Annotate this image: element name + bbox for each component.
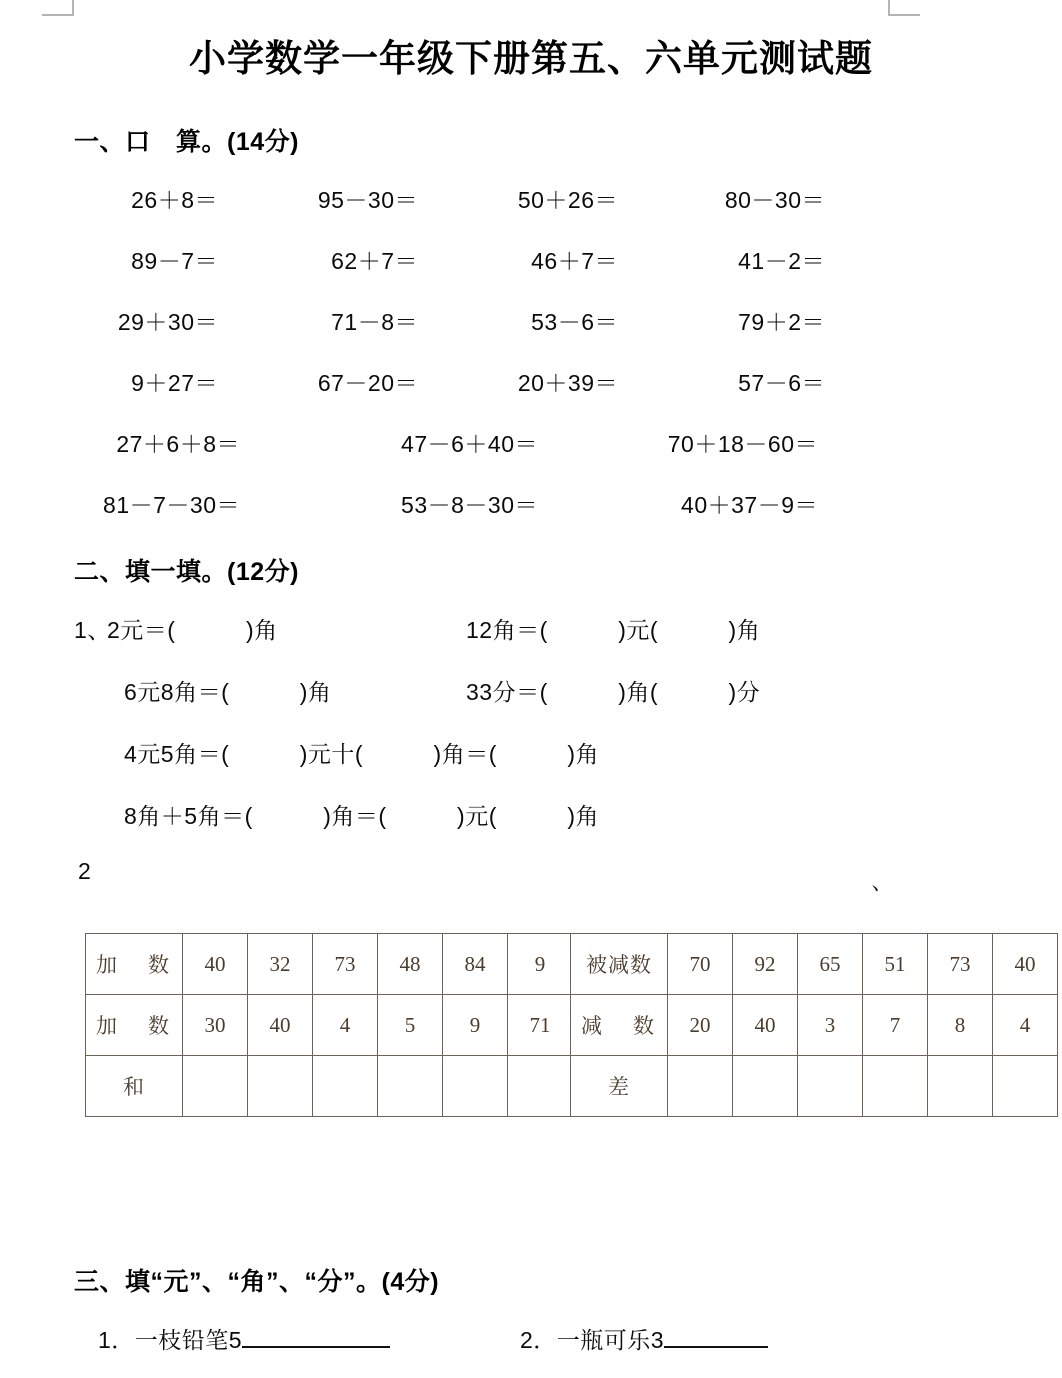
- answer-cell[interactable]: [248, 1056, 313, 1117]
- item-number: 1．: [98, 1327, 135, 1353]
- answer-blank[interactable]: [242, 1326, 390, 1348]
- calc-item: 47－6＋40＝: [401, 431, 538, 457]
- row-header: [86, 995, 183, 1056]
- fill-in-blank-area: [0, 612, 1062, 860]
- section-two-heading: 二、填一填。(12分): [74, 558, 299, 586]
- row-header: 差: [571, 1056, 668, 1117]
- table-row: [571, 1056, 1058, 1117]
- calc-row: [0, 243, 1062, 304]
- table-row: [86, 995, 573, 1056]
- crop-mark-top-left: [42, 0, 74, 16]
- page-title: 小学数学一年级下册第五、六单元测试题: [189, 38, 873, 79]
- item-text: 一枝铅笔5: [134, 1327, 243, 1353]
- calc-item: 67－20＝: [317, 370, 418, 396]
- table-cell: 70: [668, 934, 733, 995]
- row-header: 被减数: [571, 934, 668, 995]
- unit-fill-item: [98, 1322, 390, 1355]
- table-cell: 51: [863, 934, 928, 995]
- table-cell: 4: [993, 995, 1058, 1056]
- answer-cell[interactable]: [733, 1056, 798, 1117]
- table-row: [571, 934, 1058, 995]
- table-cell: 65: [798, 934, 863, 995]
- addition-table-wrapper: [85, 933, 573, 1117]
- calc-item: 9＋27＝: [131, 370, 218, 396]
- table-cell: 32: [248, 934, 313, 995]
- fill-item-number: 1、: [74, 617, 111, 643]
- answer-blank[interactable]: [664, 1326, 768, 1348]
- calc-item: 27＋6＋8＝: [116, 431, 240, 457]
- calc-row: [0, 426, 1062, 487]
- stray-punctuation-mark: 、: [871, 869, 895, 896]
- section-three-heading: 三、填“元”、“角”、“分”。(4分): [74, 1268, 440, 1296]
- calc-item: 62＋7＝: [331, 248, 418, 274]
- fill-expression-right: 33分＝( )角( )分: [466, 679, 761, 705]
- row-header-char-b: 数: [148, 953, 170, 977]
- table-cell: 48: [378, 934, 443, 995]
- table-cell: 9: [443, 995, 508, 1056]
- fill-expression-left: 2元＝( )角: [107, 617, 278, 643]
- unit-fill-item: [520, 1322, 768, 1355]
- answer-cell[interactable]: [313, 1056, 378, 1117]
- calc-item: 53－6＝: [531, 309, 618, 335]
- calc-item: 53－8－30＝: [401, 492, 538, 518]
- table-row: [86, 934, 573, 995]
- table-cell: 40: [248, 995, 313, 1056]
- row-header-char-a: 减: [581, 1014, 603, 1038]
- calc-item: 40＋37－9＝: [681, 492, 818, 518]
- calc-item: 41－2＝: [738, 248, 825, 274]
- answer-cell[interactable]: [508, 1056, 573, 1117]
- fill-expression-right: 12角＝( )元( )角: [466, 617, 761, 643]
- fill-expression-left: 6元8角＝( )角: [124, 679, 332, 705]
- table-cell: 20: [668, 995, 733, 1056]
- fill-row: [0, 674, 1062, 736]
- calc-item: 79＋2＝: [738, 309, 825, 335]
- answer-cell[interactable]: [798, 1056, 863, 1117]
- table-cell: 40: [993, 934, 1058, 995]
- row-header: 和: [86, 1056, 183, 1117]
- calc-item: 89－7＝: [131, 248, 218, 274]
- item-number: 2．: [520, 1327, 557, 1353]
- answer-cell[interactable]: [183, 1056, 248, 1117]
- table-row: [86, 1056, 573, 1117]
- table-cell: 73: [313, 934, 378, 995]
- table-cell: 9: [508, 934, 573, 995]
- table-cell: 92: [733, 934, 798, 995]
- row-header-char-b: 数: [148, 1014, 170, 1038]
- subtraction-table: [570, 933, 1058, 1117]
- calc-item: 80－30＝: [724, 187, 825, 213]
- calc-item: 29＋30＝: [117, 309, 218, 335]
- fill-row: [0, 798, 1062, 860]
- table-cell: 8: [928, 995, 993, 1056]
- addition-table: [85, 933, 573, 1117]
- fill-row: [0, 736, 1062, 798]
- table-cell: 3: [798, 995, 863, 1056]
- table-cell: 40: [183, 934, 248, 995]
- calc-item: 70＋18－60＝: [667, 431, 818, 457]
- calc-item: 26＋8＝: [131, 187, 218, 213]
- table-cell: 5: [378, 995, 443, 1056]
- table-row: [571, 995, 1058, 1056]
- fill-expression-left: 4元5角＝( )元十( )角＝( )角: [124, 741, 600, 767]
- calc-item: 81－7－30＝: [103, 492, 240, 518]
- calc-row: [0, 182, 1062, 243]
- answer-cell[interactable]: [668, 1056, 733, 1117]
- table-cell: 40: [733, 995, 798, 1056]
- answer-cell[interactable]: [928, 1056, 993, 1117]
- calc-item: 50＋26＝: [517, 187, 618, 213]
- calc-row: [0, 487, 1062, 548]
- calc-item: 71－8＝: [331, 309, 418, 335]
- fill-row: [0, 612, 1062, 674]
- calc-item: 57－6＝: [738, 370, 825, 396]
- row-header-char-b: 数: [633, 1014, 655, 1038]
- answer-cell[interactable]: [863, 1056, 928, 1117]
- table-cell: 30: [183, 995, 248, 1056]
- calc-item: 46＋7＝: [531, 248, 618, 274]
- oral-calculation-area: [0, 182, 1062, 548]
- answer-cell[interactable]: [993, 1056, 1058, 1117]
- table-cell: 84: [443, 934, 508, 995]
- item-text: 一瓶可乐3: [556, 1327, 665, 1353]
- table-cell: 7: [863, 995, 928, 1056]
- row-header-char-a: 加: [96, 1014, 118, 1038]
- row-header-char-a: 加: [96, 953, 118, 977]
- table-cell: 73: [928, 934, 993, 995]
- subtraction-table-wrapper: [570, 933, 1058, 1117]
- fill-expression-left: 8角＋5角＝( )角＝( )元( )角: [124, 803, 600, 829]
- fill-item-2-number: 2: [78, 858, 91, 884]
- calc-row: [0, 304, 1062, 365]
- row-header: [86, 934, 183, 995]
- table-cell: 4: [313, 995, 378, 1056]
- row-header: [571, 995, 668, 1056]
- section-one-heading: 一、口 算。(14分): [74, 128, 299, 156]
- calc-item: 20＋39＝: [517, 370, 618, 396]
- table-cell: 71: [508, 995, 573, 1056]
- calc-item: 95－30＝: [317, 187, 418, 213]
- answer-cell[interactable]: [378, 1056, 443, 1117]
- crop-mark-top-right: [888, 0, 920, 16]
- answer-cell[interactable]: [443, 1056, 508, 1117]
- calc-row: [0, 365, 1062, 426]
